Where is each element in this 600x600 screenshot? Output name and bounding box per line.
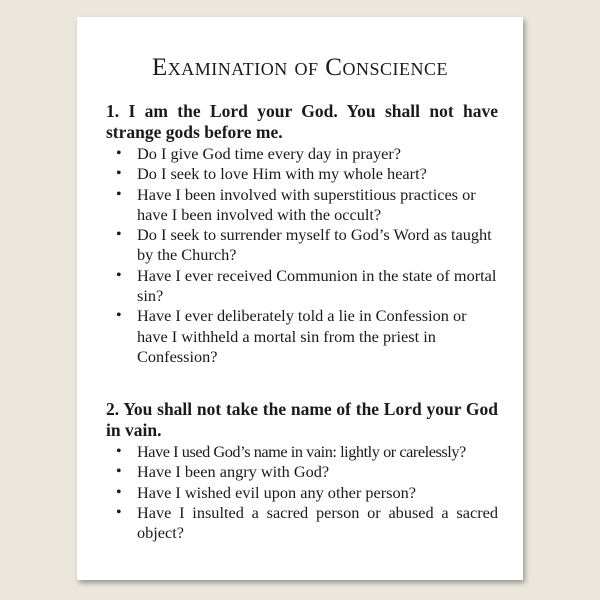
list-item <box>106 306 498 367</box>
bullet-icon: • <box>116 185 122 203</box>
list-item <box>106 144 498 164</box>
list-item-text: Have I been angry with God? <box>137 462 330 482</box>
page-title: Examination of Conscience <box>152 54 448 81</box>
question-list <box>106 144 498 367</box>
bullet-icon: • <box>116 463 122 481</box>
list-item-text: Have I insulted a sacred person or abused a sacred object? <box>137 502 498 543</box>
bullet-icon: • <box>116 307 122 325</box>
list-item-text: Do I seek to love Him with my whole heart? <box>137 164 427 184</box>
section-second-commandment <box>106 399 498 543</box>
document-page <box>77 17 523 580</box>
list-item-text: Have I wished evil upon any other person? <box>137 482 416 502</box>
list-item-text: Have I ever deliberately told a lie in Confession or have I withheld a mortal sin from the priest in Confession? <box>137 306 467 366</box>
list-item <box>106 462 498 482</box>
list-item-text: Have I been involved with superstitious practices or have I been involved with the occult? <box>137 184 476 224</box>
list-item <box>106 503 498 544</box>
list-item <box>106 164 498 184</box>
list-item-text: Have I used God’s name in vain: lightly or carelessly? <box>137 442 466 461</box>
list-item <box>106 225 498 266</box>
list-item-text: Have I ever received Communion in the state of mortal sin? <box>137 265 497 306</box>
list-item <box>106 266 498 307</box>
section-heading: 1. I am the Lord your God. You shall not have strange gods before me. <box>106 101 498 142</box>
bullet-icon: • <box>116 443 122 460</box>
section-heading: 2. You shall not take the name of the Lord your God in vain. <box>106 399 498 440</box>
bullet-icon: • <box>116 266 122 284</box>
question-list <box>106 442 498 543</box>
bullet-icon: • <box>116 165 122 183</box>
list-item <box>106 185 498 226</box>
list-item-text: Do I seek to surrender myself to God’s Word as taught by the Church? <box>137 225 492 265</box>
list-item <box>106 483 498 503</box>
bullet-icon: • <box>116 503 122 521</box>
list-item <box>106 442 498 462</box>
bullet-icon: • <box>116 145 122 162</box>
section-first-commandment <box>106 101 498 367</box>
bullet-icon: • <box>116 483 122 501</box>
list-item-text: Do I give God time every day in prayer? <box>137 144 402 163</box>
bullet-icon: • <box>116 226 122 244</box>
